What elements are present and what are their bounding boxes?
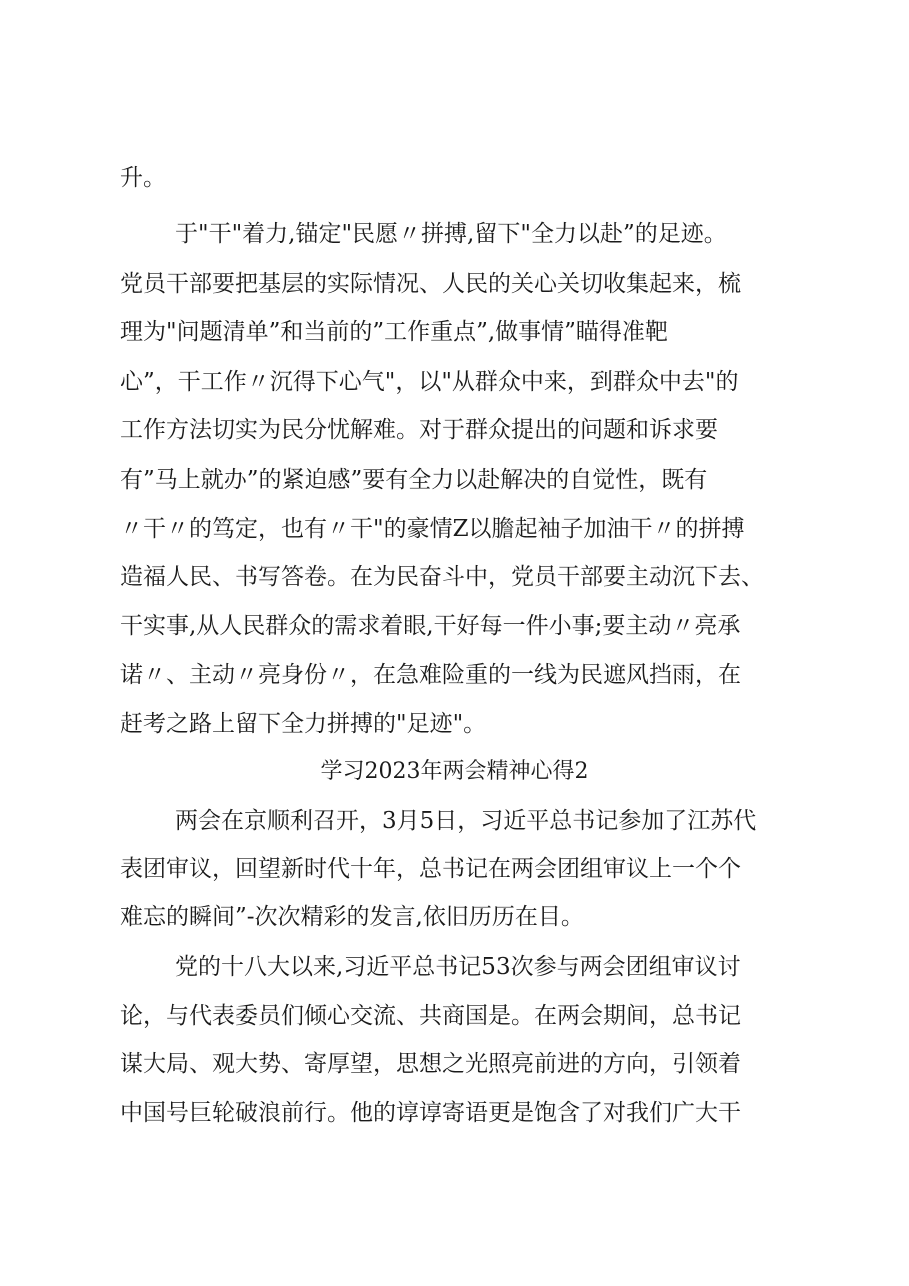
paragraph-line: 〃干〃的笃定，也有〃干"的豪情Z以膽起袖子加油干〃的拼搏 [120,516,745,542]
paragraph-line: 难忘的瞬间”-次次精彩的发言,依旧历历在目。 [120,904,584,930]
paragraph-line: 谋大局、观大势、寄厚望，思想之光照亮前进的方向，引领着 [120,1051,741,1077]
paragraph-line: 诺〃、主动〃亮身份〃，在急难险重的一线为民遮风挡雨，在 [120,662,741,688]
paragraph-line: 党员干部要把基层的实际情况、人民的关心关切收集起来，梳 [120,271,741,297]
paragraph-line: 赶考之路上留下全力拼搏的"足迹"。 [120,711,487,737]
paragraph-line: 党的十八大以来,习近平总书记53次参与两会团组审议讨 [175,954,741,980]
paragraph-line: 有”马上就办”的紧迫感”要有全力以赴解决的自觉性，既有 [120,467,708,493]
paragraph-line: 两会在京顺利召开，3月5日，习近平总书记参加了江苏代 [175,808,757,834]
paragraph-line: 表团审议，回望新时代十年，总书记在两会团组审议上一个个 [120,856,741,882]
paragraph-line: 论，与代表委员们倾心交流、共商国是。在两会期间，总书记 [120,1003,741,1029]
paragraph-line: 升。 [120,165,166,191]
paragraph-line: 工作方法切实为民分忧解难。对于群众提出的问题和诉求要 [120,417,718,443]
paragraph-line: 于"干"着力,锚定"民愿〃拼搏,留下"全力以赴”的足迹。 [175,221,727,247]
paragraph-line: 理为"问题清单”和当前的”工作重点”,做事情”瞄得准靶 [120,319,668,345]
paragraph-line: 干实事,从人民群众的需求着眼,干好每一件小事;要主动〃亮承 [120,613,741,639]
paragraph-line: 中国号巨轮破浪前行。他的谆谆寄语更是饱含了对我们广大干 [120,1100,741,1126]
section-title: 学习2023年两会精神心得2 [320,759,589,784]
paragraph-line: 心”，干工作〃沉得下心气"，以"从群众中来，到群众中去"的 [120,369,739,395]
paragraph-line: 造福人民、书写答卷。在为民奋斗中，党员干部要主动沉下去、 [120,564,764,590]
